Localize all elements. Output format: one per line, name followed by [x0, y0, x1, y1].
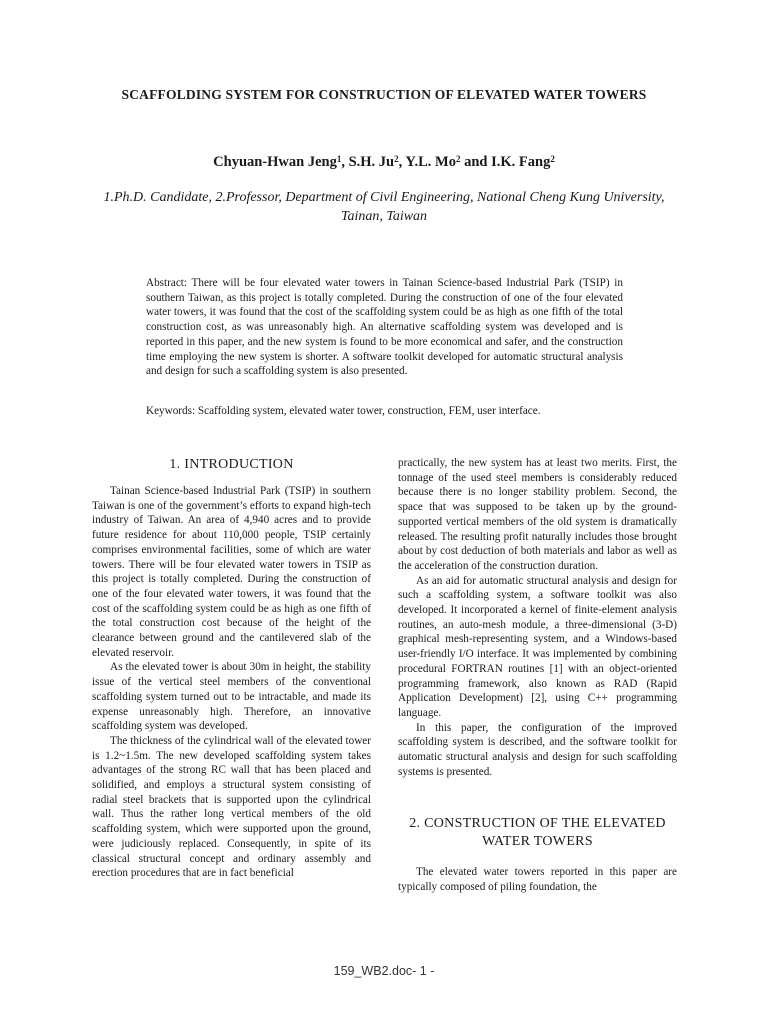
author-affil-mark: 2: [394, 154, 399, 164]
author-affil-mark: 2: [550, 154, 555, 164]
body-paragraph: Tainan Science-based Industrial Park (TSIP) in southern Taiwan is one of the government’s efforts to expand high-tech industry of Taiwan. An area of 4,940 acres and to provide future residence for about 110,000 people, TSIP certainly comprises environmental facilities, some of which are water towers. There will be four elevated water towers in TSIP as this project is totally completed. During the construction of one of the four elevated water towers, it was found that the cost of the scaffolding system could be as high as one fifth of the total construction cost because of the height of the clearance between ground and the cantilevered slab of the elevated reservoir.: [92, 485, 371, 659]
body-paragraph: In this paper, the configuration of the improved scaffolding system is described, and the software toolkit for automatic structural analysis and design for such scaffolding systems is presented.: [398, 721, 677, 778]
body-paragraph: As an aid for automatic structural analysis and design for such a scaffolding system, a software toolkit was also developed. It incorporated a kernel of finite-element analysis routines, an auto-mesh module, a three-dimensional (3-D) graphical mesh-representing system, and a Windows-based user-friendly I/O interface. It was implemented by combining procedural FORTRAN routines [1] with an object-oriented programming framework, also known as RAD (Rapid Application Development) [2], using C++ programming language.: [398, 574, 677, 719]
body-paragraph: The thickness of the cylindrical wall of the elevated tower is 1.2~1.5m. The new developed scaffolding system takes advantages of the strong RC wall that has been placed and solidified, and employs a structural system consisting of radial steel brackets that is supported upon the cylindrical wall. Thus the rather long vertical members of the old scaffolding system, which were supported upon the ground, were judiciously replaced. Consequently, in spite of its classical structural concept and ordinary assembly and erection procedures that are in fact beneficial: [92, 734, 371, 880]
author-separator: ,: [341, 154, 349, 170]
abstract: Abstract: There will be four elevated water towers in Tainan Science-based Industrial Park (TSIP) in southern Taiwan, as this project is totally completed. During the construction of one of the four elevated water towers, it was found that the cost of the scaffolding system could be as high as one fifth of the total construction cost, as was unreasonably high. An alternative scaffolding system was developed and is reported in this paper, and the new system is found to be more economical and safer, and the construction time employing the new system is shorter. A software toolkit developed for automatic structural analysis and design for such a scaffolding system is also presented.: [146, 277, 623, 378]
heading-line: 2. CONSTRUCTION OF THE ELEVATED: [409, 816, 666, 832]
author-name: S.H. Ju: [348, 154, 395, 170]
body-paragraph: The elevated water towers reported in this paper are typically composed of piling foundation, the: [398, 866, 677, 894]
author-separator: ,: [398, 154, 406, 170]
heading-line: WATER TOWERS: [482, 834, 593, 850]
right-column: [398, 456, 677, 895]
section-heading-introduction: 1. INTRODUCTION: [169, 457, 294, 472]
left-column: [92, 456, 371, 881]
page-footer: 159_WB2.doc- 1 -: [333, 964, 435, 978]
author-name: Y.L. Mo: [405, 154, 456, 170]
body-paragraph: practically, the new system has at least two merits. First, the tonnage of the used steel members is considerably reduced because there is no longer stability problem. Second, the space that was supposed to be taken up by the ground-supported vertical members of the old system is dramatically released. The resulting profit naturally includes those brought about by cost deduction of both materials and labor as well as the acceleration of the construction duration.: [398, 457, 677, 572]
author-affil-mark: 1: [336, 154, 342, 164]
keywords: Keywords: Scaffolding system, elevated water tower, construction, FEM, user interface.: [146, 405, 541, 417]
section-heading-construction: [398, 815, 677, 851]
author-name: I.K. Fang: [491, 154, 551, 170]
author-separator: and: [460, 154, 492, 170]
author-list: [100, 153, 668, 171]
body-paragraph: As the elevated tower is about 30m in height, the stability issue of the vertical steel members of the conventional scaffolding system turned out to be intractable, and made its expense unreasonably high. Therefore, an innovative scaffolding system was developed.: [92, 661, 371, 733]
author-name: Chyuan-Hwan Jeng: [213, 154, 337, 170]
author-affil-mark: 2: [455, 154, 461, 164]
affiliation: 1.Ph.D. Candidate, 2.Professor, Department of Civil Engineering, National Cheng Kung University, Tainan, Taiwan: [103, 190, 665, 224]
paper-title: SCAFFOLDING SYSTEM FOR CONSTRUCTION OF ELEVATED WATER TOWERS: [121, 87, 647, 102]
